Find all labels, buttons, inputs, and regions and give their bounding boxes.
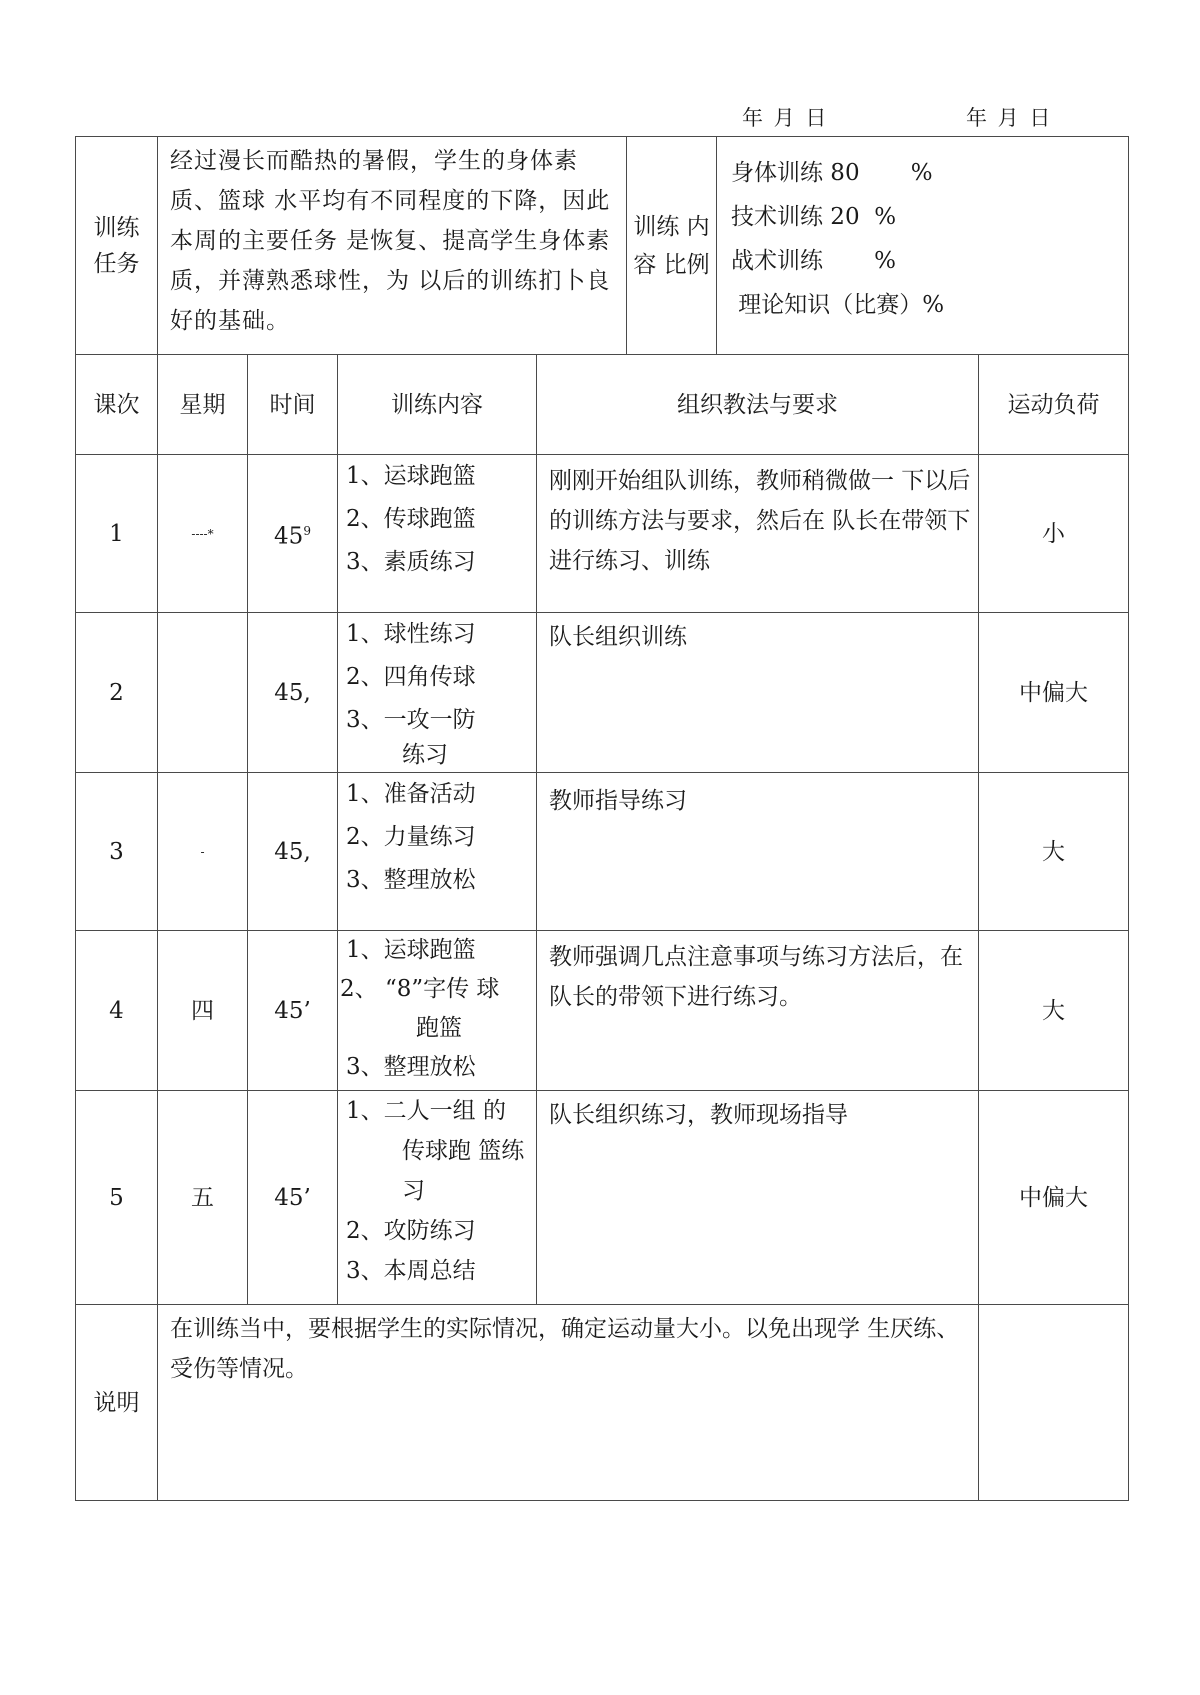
load: 中偏大 bbox=[979, 1091, 1129, 1305]
date-line bbox=[0, 102, 1200, 136]
weekday: - bbox=[158, 773, 248, 931]
table-row bbox=[76, 613, 1129, 773]
task-row bbox=[76, 137, 1129, 355]
header-method: 组织教法与要求 bbox=[537, 355, 979, 455]
lesson-number: 2 bbox=[76, 613, 158, 773]
header-content: 训练内容 bbox=[338, 355, 537, 455]
note-row bbox=[76, 1305, 1129, 1501]
header-time: 时间 bbox=[248, 355, 338, 455]
weekday bbox=[158, 613, 248, 773]
header-load: 运动负荷 bbox=[979, 355, 1129, 455]
column-header-row bbox=[76, 355, 1129, 455]
table-row bbox=[76, 931, 1129, 1091]
note-label: 说明 bbox=[76, 1305, 158, 1501]
weekday: 四 bbox=[158, 931, 248, 1091]
load: 中偏大 bbox=[979, 613, 1129, 773]
training-content: 1、运球跑篮 2、传球跑篮 3、素质练习 bbox=[338, 455, 537, 613]
task-text: 经过漫长而酷热的暑假，学生的身体素质、篮球 水平均有不同程度的下降，因此本周的主要任务 是恢复、提高学生身体素质，并薄熟悉球性，为 以后的训练扪卜良好的基础。 bbox=[158, 137, 627, 355]
training-content: 1、准备活动 2、力量练习 3、整理放松 bbox=[338, 773, 537, 931]
method: 队长组织训练 bbox=[537, 613, 979, 773]
task-label: 训练 任务 bbox=[76, 137, 158, 355]
method: 教师强调几点注意事项与练习方法后，在队长的带领下进行练习。 bbox=[537, 931, 979, 1091]
lesson-number: 5 bbox=[76, 1091, 158, 1305]
time: 45’ bbox=[248, 1091, 338, 1305]
method: 教师指导练习 bbox=[537, 773, 979, 931]
header-weekday: 星期 bbox=[158, 355, 248, 455]
note-text: 在训练当中，要根据学生的实际情况，确定运动量大小。以免出现学 生厌练、受伤等情况。 bbox=[158, 1305, 979, 1501]
method: 刚刚开始组队训练，教师稍微做一 下以后的训练方法与要求，然后在 队长在带领下进行练习、训练 bbox=[537, 455, 979, 613]
lesson-number: 4 bbox=[76, 931, 158, 1091]
note-blank-cell bbox=[979, 1305, 1129, 1501]
ratio-item: 身体训练 80 % bbox=[731, 160, 933, 186]
load: 大 bbox=[979, 773, 1129, 931]
lesson-number: 1 bbox=[76, 455, 158, 613]
training-content: 1、二人一组 的 传球跑 篮练 习 2、攻防练习 3、本周总结 bbox=[338, 1091, 537, 1305]
header-lesson: 课次 bbox=[76, 355, 158, 455]
ratio-item: 理论知识（比赛）% bbox=[731, 292, 945, 318]
ratio-item: 战术训练 % bbox=[731, 248, 897, 274]
ratio-label: 训练 内 容 比例 bbox=[627, 137, 717, 355]
date-left: 年 月 日 bbox=[742, 106, 829, 130]
method: 队长组织练习，教师现场指导 bbox=[537, 1091, 979, 1305]
time: 45’ bbox=[248, 931, 338, 1091]
time: $45^9$ bbox=[248, 455, 338, 613]
ratio-item: 技术训练 20 % bbox=[731, 204, 897, 230]
table-row bbox=[76, 1091, 1129, 1305]
training-plan-table bbox=[75, 136, 1129, 1501]
weekday: ----* bbox=[158, 455, 248, 613]
time: 45, bbox=[248, 773, 338, 931]
training-content: 1、球性练习 2、四角传球 3、一攻一防 练习 bbox=[338, 613, 537, 773]
date-right: 年 月 日 bbox=[966, 106, 1053, 130]
table-row bbox=[76, 773, 1129, 931]
weekday: 五 bbox=[158, 1091, 248, 1305]
load: 大 bbox=[979, 931, 1129, 1091]
training-content: 1、运球跑篮 2、 “8”字传 球 跑篮 3、整理放松 bbox=[338, 931, 537, 1091]
ratio-list bbox=[717, 137, 1129, 355]
time: 45, bbox=[248, 613, 338, 773]
load: 小 bbox=[979, 455, 1129, 613]
lesson-number: 3 bbox=[76, 773, 158, 931]
table-row bbox=[76, 455, 1129, 613]
